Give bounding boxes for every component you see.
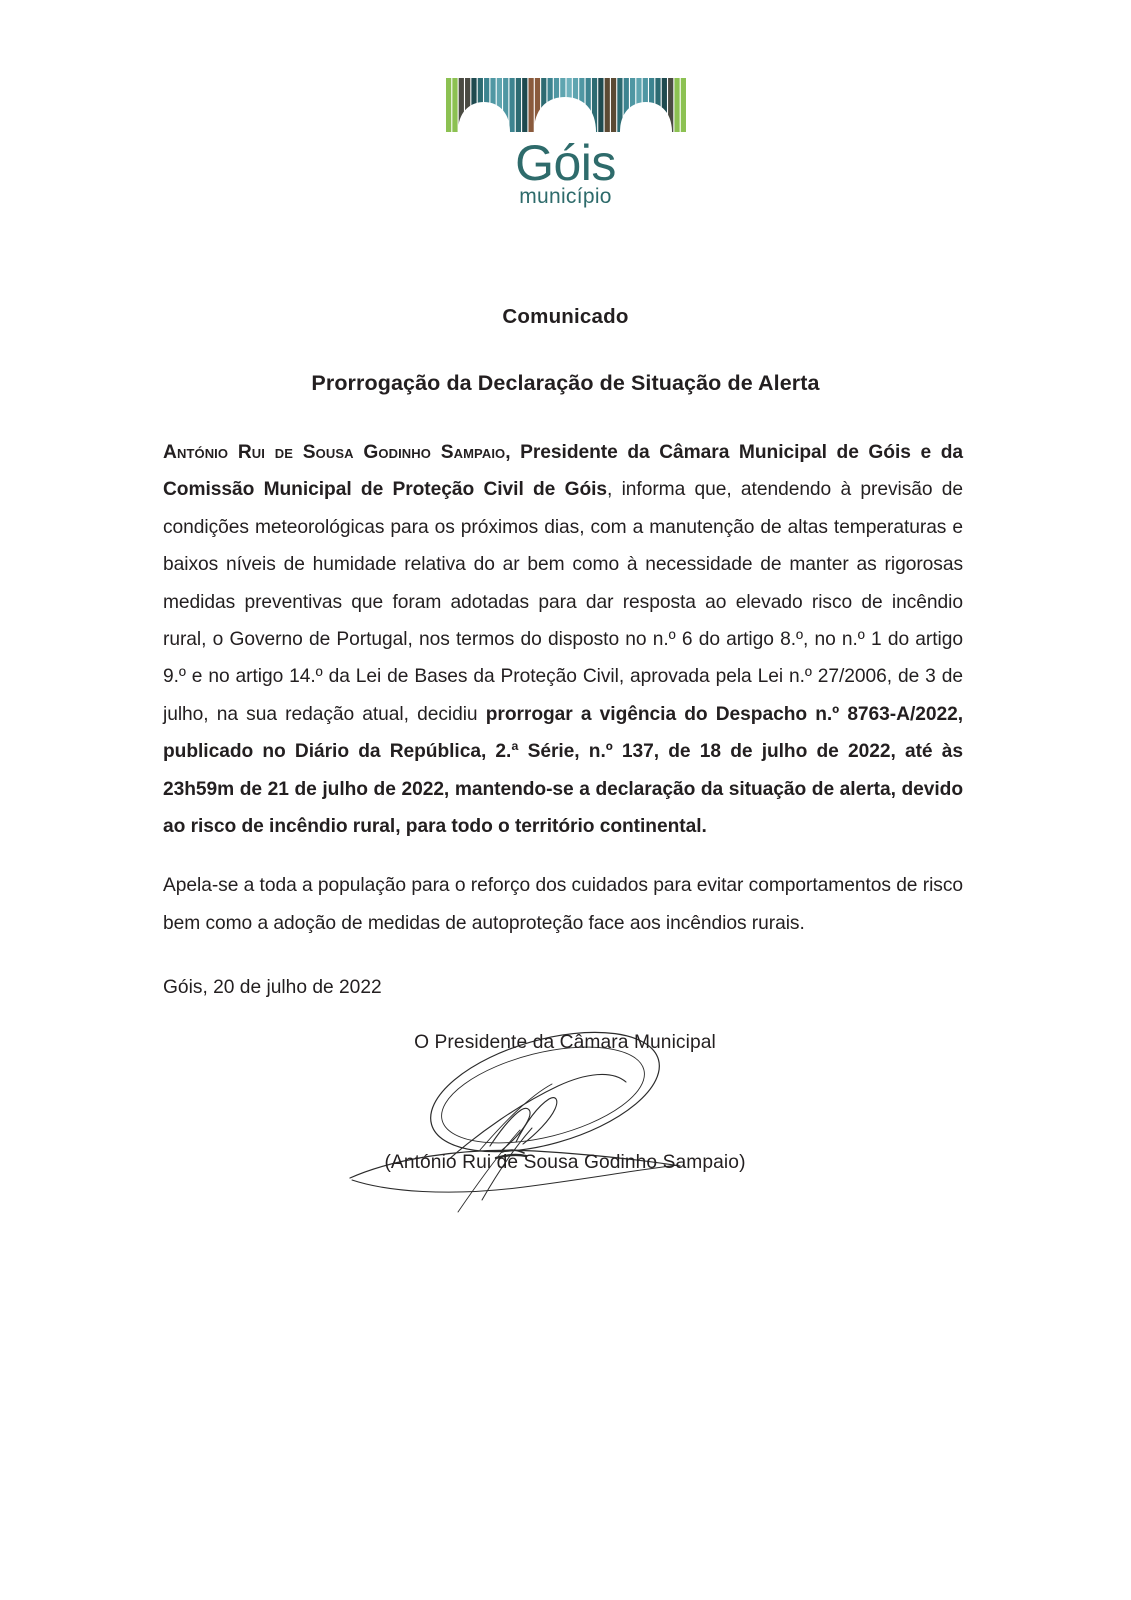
signature-name: (António Rui de Sousa Godinho Sampaio) [384,1152,746,1173]
logo-subword: município [519,185,612,208]
declarant-role: , Presidente da Câmara Municipal de Góis e da Comissão Municipal de Proteção Civil de Góis [163,442,963,501]
municipality-logo [0,78,1131,208]
page-title: Comunicado [502,305,629,328]
signature-role: O Presidente da Câmara Municipal [414,1032,716,1053]
paragraph-main-text: , informa que, atendendo à previsão de condições meteorológicas para os próximos dias, com a manutenção de altas temperaturas e baixos níveis de humidade relativa do ar bem como à necessidade de manter as rigorosas medidas preventivas que foram adotadas para dar resposta ao elevado risco de incêndio rural, o Governo de Portugal, nos termos do disposto no n.º 6 do artigo 8.º, no n.º 1 do artigo 9.º e no artigo 14.º da Lei de Bases da Proteção Civil, aprovada pela Lei n.º 27/2006, de 3 de julho, na sua redação atual, decidiu [163,479,964,725]
document-body [163,434,963,942]
bridge-bars-icon [446,78,686,132]
paragraph-main [163,434,963,845]
paragraph-appeal: Apela-se a toda a população para o reforço dos cuidados para evitar comportamentos de risco bem como a adoção de medidas de autoproteção face aos incêndios rurais. [163,875,963,934]
page-subtitle: Prorrogação da Declaração de Situação de Alerta [311,371,820,395]
decision-statement: prorrogar a vigência do Despacho n.º 8763-A/2022, publicado no Diário da República, 2.ª Série, n.º 137, de 18 de julho de 2022, até às 23h59m de 21 de julho de 2022, mantendo-se a declaração da situação de alerta, devido ao risco de incêndio rural, para todo o território continental. [163,703,963,838]
signature-block [330,1000,800,1215]
declarant-name: António Rui de Sousa Godinho Sampaio [163,442,506,463]
date-line: Góis, 20 de julho de 2022 [163,977,382,998]
logo-wordmark: Góis [515,135,616,191]
